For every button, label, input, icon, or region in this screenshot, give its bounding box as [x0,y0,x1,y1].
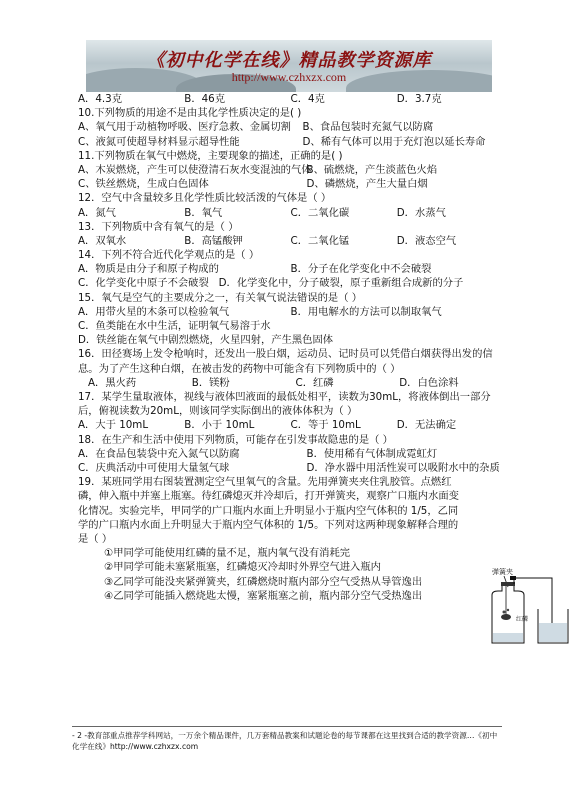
option-b: B、食品包装时充氮气以防腐 [302,121,434,134]
question-10-options-row2 [78,135,503,149]
option-c: C．二氧化锰 [290,234,350,247]
option-d: D．化学变化中，分子破裂，原子重新组合成新的分子 [218,277,464,290]
question-15-option-d: D．铁丝能在氧气中剧烈燃烧，火星四射，产生黑色固体 [78,334,334,347]
option-c: C．红磷 [295,376,334,389]
clamp-label: 弹簧夹 [492,568,513,576]
q9-options [78,92,503,106]
question-14-options-row1 [78,262,503,276]
option-a: A、木炭燃烧，产生可以使澄清石灰水变混浊的气体 [78,163,312,176]
question-13-options [78,234,503,248]
question-18-stem: 18．在生产和生活中使用下列物质，可能存在引发事故隐患的是（ ） [78,433,393,446]
question-16-stem: 16．田径赛场上发令枪响时，还发出一股白烟，运动员、记时员可以凭借白烟获得出发的信息。为了产生这种白烟，在被击发的药物中可能含有下列物质中的（ ） [78,348,493,375]
option-c: C．等于 10mL [290,419,361,432]
option-d: D、稀有气体可以用于充灯泡以延长寿命 [302,135,486,148]
question-19-choice-1: ①甲同学可能使用红磷的量不足，瓶内氧气没有消耗完 [104,547,351,560]
question-12-options [78,206,503,220]
question-11-options-row1 [78,163,503,177]
header-banner [86,40,492,92]
option-d: D．水蒸气 [396,206,446,219]
option-d: D．白色涂料 [399,376,459,389]
option-b: B．镁粉 [191,376,230,389]
option-b: B．分子在化学变化中不会破裂 [290,263,432,276]
option-c: C、液氮可使超导材料显示超导性能 [78,135,240,148]
option-a: A．双氧水 [78,234,127,247]
option-b: B、硫燃烧，产生淡蓝色火焰 [306,163,438,176]
option-d: D、磷燃烧，产生大量白烟 [306,178,428,191]
option-c: C．庆典活动中可使用大量氢气球 [78,461,230,474]
question-15-option-c: C．鱼类能在水中生活，证明氧气易溶于水 [78,320,271,332]
question-11-stem: 11.下列物质在氧气中燃烧，主要现象的描述，正确的是( ) [78,149,343,162]
question-14-options-row2 [78,276,503,290]
phosphorus-label: 红磷 [516,616,529,623]
option-d: D．无法确定 [396,419,457,432]
page-footer: - 2 -教育部重点推荐学科网站，一万余个精品课件，几万套精品教案和试题论卷的每节课都在这里找到合适的教学资源…《初中化学在线》http://www.czhxzx.com [72,726,502,752]
question-10-stem: 10.下列物质的用途不是由其化学性质决定的是( ) [78,107,302,120]
apparatus-drawing [480,565,570,647]
option-b: B．用电解水的方法可以制取氧气 [290,305,442,318]
question-19-choice-4: ④乙同学可能插入燃烧匙太慢，塞紧瓶塞之前，瓶内部分空气受热逸出 [104,589,423,602]
question-12-stem: 12．空气中含量较多且化学性质比较活泼的气体是（ ） [78,192,332,205]
option-c: C．化学变化中原子不会破裂 [78,277,209,290]
question-19-choice-2: ②甲同学可能未塞紧瓶塞，红磷熄灭冷却时外界空气进入瓶内 [104,561,381,574]
option-a: A．黑火药 [88,376,137,389]
question-17-options [78,418,503,432]
option-a: A、氧气用于动植物呼吸、医疗急救、金属切割 [78,121,291,134]
question-19-stem: 19．某班同学用右图装置测定空气里氧气的含量。先用弹簧夹夹住乳胶管。点燃红磷，伸入瓶中并塞上瓶塞。待红磷熄灭并冷却后，打开弹簧夹，观察广口瓶内水面变化情况。实验完毕，甲同学的广口瓶内水面上升明显小于瓶内空气体积的 1/5，乙同学的广口瓶内水面上升明显大于瓶内空气体积的 1/5。下列对这两种现象解释合理的是（ ） [78,476,459,545]
option-a: A．大于 10mL [78,419,149,432]
option-b: B．氧气 [184,206,223,219]
option-c: C、铁丝燃烧，生成白色固体 [78,178,209,191]
question-19-choice-3: ③乙同学可能没夹紧弹簧夹，红磷燃烧时瓶内部分空气受热从导管逸出 [104,575,423,588]
option-b: B．46克 [184,93,226,105]
option-c: C．4克 [290,93,325,105]
option-c: C．二氧化碳 [290,206,350,219]
banner-title: 《初中化学在线》精品教学资源库 [146,50,432,71]
question-13-stem: 13．下列物质中含有氧气的是（ ） [78,220,239,233]
option-a: A．物质是由分子和原子构成的 [78,263,219,276]
exam-content [78,92,503,603]
question-16-options [78,376,503,390]
question-18-options-row1 [78,447,503,461]
option-d: D．净水器中用活性炭可以吸附水中的杂质 [306,461,500,474]
option-a: A．在食品包装袋中充入氮气以防腐 [78,447,240,460]
question-14-stem: 14．下列不符合近代化学观点的是（ ） [78,249,260,262]
question-17-stem: 17．某学生量取液体，视线与液体凹液面的最低处相平，读数为30mL，将液体倒出一部分后，俯视读数为20mL，则该同学实际倒出的液体体积为（ ） [78,390,491,418]
option-d: D．液态空气 [396,234,457,247]
option-b: B．使用稀有气体制成霓虹灯 [306,447,438,460]
banner-url: http://www.czhxzx.com [231,70,347,84]
option-a: A．用带火星的木条可以检验氧气 [78,305,230,318]
option-a: A．氮气 [78,206,116,219]
experiment-apparatus-figure [480,565,570,647]
question-18-options-row2 [78,461,503,475]
option-b: B．高锰酸钾 [184,234,243,247]
question-10-options-row1 [78,120,503,134]
option-a: A．4.3克 [78,93,123,105]
question-15-stem: 15．氧气是空气的主要成分之一，有关氧气说法错误的是（ ） [78,291,363,304]
question-15-options-row1 [78,305,503,319]
question-11-options-row2 [78,177,503,191]
option-b: B．小于 10mL [184,419,255,432]
option-d: D．3.7克 [396,93,442,105]
